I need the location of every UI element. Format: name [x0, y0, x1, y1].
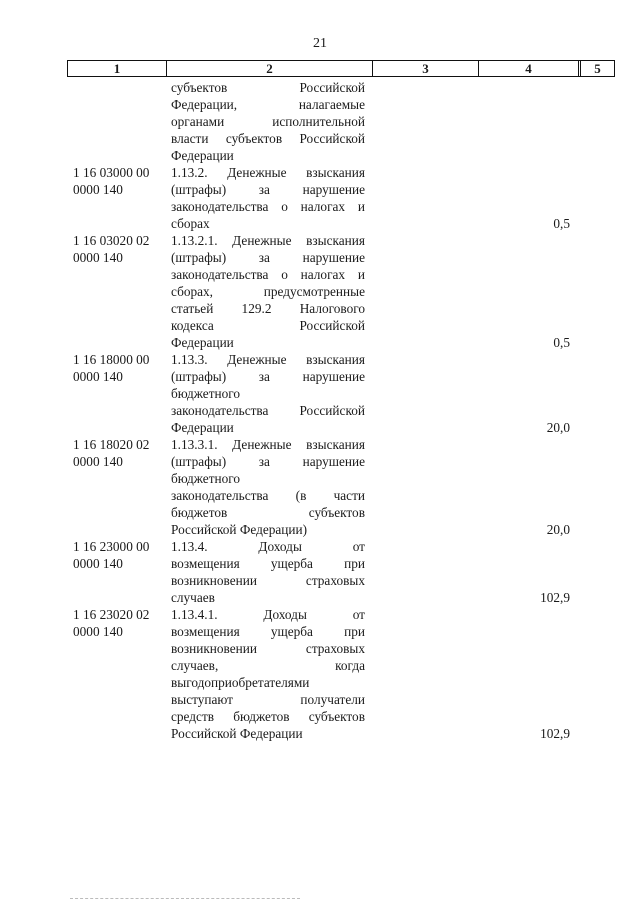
description-line: Федерации [171, 420, 234, 435]
page-number: 21 [313, 36, 327, 51]
description-line: средств бюджетов субъектов [171, 709, 365, 724]
table-row [0, 351, 640, 436]
description-line: (штрафы) за нарушение [171, 182, 365, 197]
description-line: статьей 129.2 Налогового [171, 301, 365, 316]
budget-code: 1 16 03020 02 0000 140 [73, 233, 150, 265]
budget-code: 1 16 23020 02 0000 140 [73, 607, 150, 639]
description-line: (штрафы) за нарушение [171, 369, 365, 384]
description-line: законодательства о налогах и [171, 199, 365, 214]
header-col-5: 5 [594, 61, 601, 76]
description-line: законодательства о налогах и [171, 267, 365, 282]
budget-code: 1 16 18020 02 0000 140 [73, 437, 150, 469]
description-line: кодекса Российской [171, 318, 365, 333]
description-line: сборах [171, 216, 210, 231]
description-line: законодательства (в части [171, 488, 365, 503]
description-line: субъектов Российской [171, 80, 365, 95]
description-line: бюджетного [171, 386, 241, 401]
description-line: бюджетного [171, 471, 241, 486]
description-line: возникновении страховых [171, 641, 365, 656]
header-col-1: 1 [68, 61, 167, 76]
description-line: случаев, когда [171, 658, 365, 673]
description-line: сборах, предусмотренные [171, 284, 365, 299]
table-row [0, 436, 640, 538]
description-line: 1.13.3.1. Денежные взыскания [171, 437, 365, 452]
budget-code: 1 16 03000 00 0000 140 [73, 165, 150, 197]
description-line: выступают получатели [171, 692, 365, 707]
description-line: возникновении страховых [171, 573, 365, 588]
income-description [171, 232, 365, 351]
income-description [171, 164, 365, 232]
description-line: Федерации [171, 335, 234, 350]
description-line: случаев [171, 590, 215, 605]
budget-code: 1 16 18000 00 0000 140 [73, 352, 150, 384]
table-row [0, 232, 640, 351]
amount-value: 0,5 [553, 335, 570, 350]
income-description [171, 606, 365, 742]
description-line: Федерации, налагаемые [171, 97, 365, 112]
description-line: органами исполнительной [171, 114, 365, 129]
description-line: 1.13.4.1. Доходы от [171, 607, 365, 622]
description-line: 1.13.4. Доходы от [171, 539, 365, 554]
description-line: (штрафы) за нарушение [171, 454, 365, 469]
income-description [171, 351, 365, 436]
description-line: Российской Федерации) [171, 522, 308, 537]
header-col-3: 3 [373, 61, 479, 76]
header-col-2: 2 [167, 61, 373, 76]
table-header [67, 60, 615, 77]
table-row [0, 538, 640, 606]
description-line: 1.13.2.1. Денежные взыскания [171, 233, 365, 248]
description-line: законодательства Российской [171, 403, 365, 418]
header-col-4: 4 [479, 61, 579, 76]
amount-value: 20,0 [546, 522, 570, 537]
description-line: возмещения ущерба при [171, 624, 365, 639]
description-line: 1.13.3. Денежные взыскания [171, 352, 365, 367]
amount-value: 102,9 [540, 590, 570, 605]
table-row [0, 606, 640, 742]
description-line: (штрафы) за нарушение [171, 250, 365, 265]
scan-artifact [70, 898, 300, 902]
income-description [171, 436, 365, 538]
income-description [171, 538, 365, 606]
amount-value: 20,0 [546, 420, 570, 435]
table-row [0, 164, 640, 232]
budget-code: 1 16 23000 00 0000 140 [73, 539, 150, 571]
description-line: Российской Федерации [171, 726, 303, 741]
amount-value: 102,9 [540, 726, 570, 741]
description-line: бюджетов субъектов [171, 505, 365, 520]
description-line: возмещения ущерба при [171, 556, 365, 571]
income-description [171, 79, 365, 164]
description-line: власти субъектов Российской [171, 131, 365, 146]
description-line: выгодоприобретателями [171, 675, 310, 690]
amount-value: 0,5 [553, 216, 570, 231]
description-line: Федерации [171, 148, 234, 163]
description-line: 1.13.2. Денежные взыскания [171, 165, 365, 180]
table-row [0, 79, 640, 164]
table-body [0, 79, 640, 742]
